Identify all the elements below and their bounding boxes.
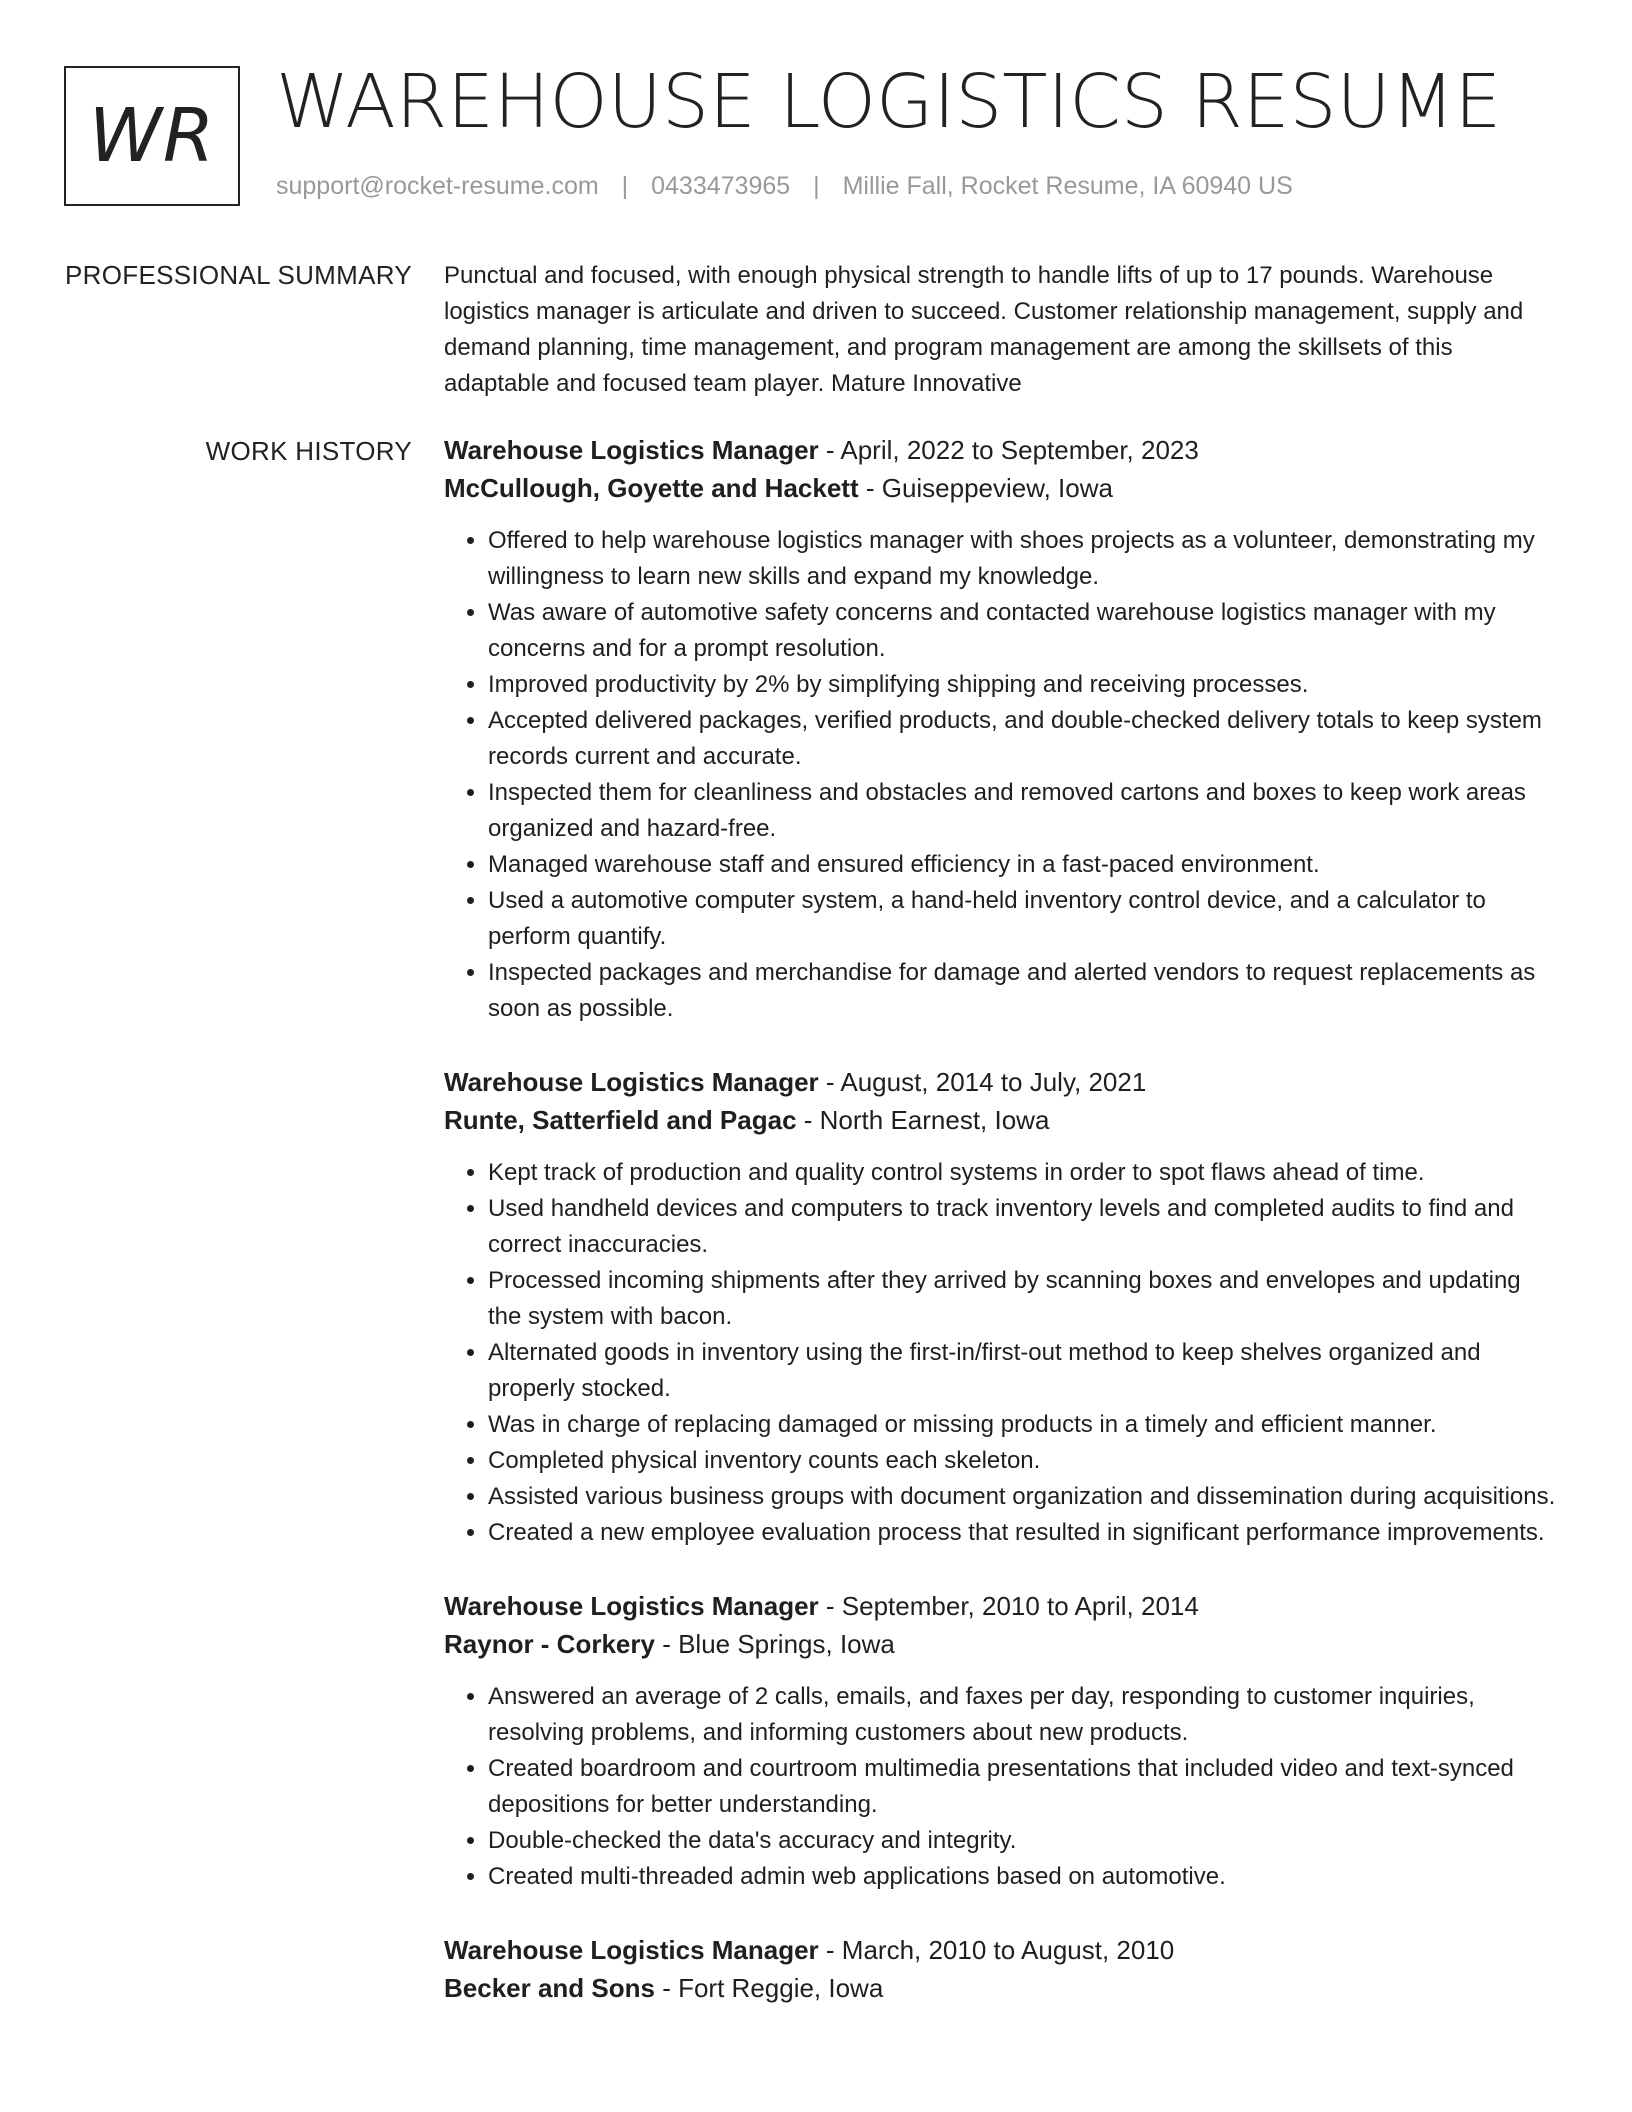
contact-separator: | xyxy=(621,172,629,200)
job-location: - Fort Reggie, Iowa xyxy=(654,1973,884,2003)
contact-line xyxy=(276,172,1293,201)
job-bullet: • Created multi-threaded admin web applications based on automotive. xyxy=(488,1859,1560,1895)
resume-title: WAREHOUSE LOGISTICS RESUME xyxy=(276,59,1502,145)
contact-address: Millie Fall, Rocket Resume, IA 60940 US xyxy=(842,172,1293,200)
job-bullet: • Completed physical inventory counts each skeleton. xyxy=(488,1443,1560,1479)
job-bullet: • Processed incoming shipments after they arrived by scanning boxes and envelopes and updating the system with bacon. xyxy=(488,1263,1560,1335)
job-company: Becker and Sons xyxy=(444,1973,655,2003)
job-company: Raynor - Corkery xyxy=(444,1629,655,1659)
job-bullet: • Assisted various business groups with document organization and dissemination during acquisitions. xyxy=(488,1479,1560,1515)
job-dates: - March, 2010 to August, 2010 xyxy=(818,1935,1175,1965)
job-bullet: • Improved productivity by 2% by simplifying shipping and receiving processes. xyxy=(488,667,1560,703)
job-location: - Guiseppeview, Iowa xyxy=(858,473,1113,503)
job-bullet: • Accepted delivered packages, verified products, and double-checked delivery totals to keep system records current and accurate. xyxy=(488,703,1560,775)
monogram-logo: WR xyxy=(64,66,240,206)
job-company-line xyxy=(444,469,1560,507)
job-bullet: • Was aware of automotive safety concerns and contacted warehouse logistics manager with my concerns and for a prompt resolution. xyxy=(488,595,1560,667)
job-bullet-list xyxy=(444,1155,1560,1551)
job-bullet: • Double-checked the data's accuracy and integrity. xyxy=(488,1823,1560,1859)
summary-text: Punctual and focused, with enough physical strength to handle lifts of up to 17 pounds. Warehouse logistics manager is articulate and driven to succeed. Customer relationship management, supply and demand planning, time management, and program management are among the skillsets of this adaptable and focused team player. Mature Innovative xyxy=(444,262,1524,397)
job-company-line xyxy=(444,1969,1560,2007)
job-dates: - September, 2010 to April, 2014 xyxy=(818,1591,1199,1621)
job-entry xyxy=(444,1063,1560,1551)
job-title-line xyxy=(444,1063,1560,1101)
job-title: Warehouse Logistics Manager xyxy=(444,1067,819,1097)
job-bullet-list xyxy=(444,523,1560,1027)
job-bullet: • Created a new employee evaluation process that resulted in significant performance improvements. xyxy=(488,1515,1560,1551)
contact-phone: 0433473965 xyxy=(651,172,791,200)
job-title-line xyxy=(444,1931,1560,1969)
job-bullet: • Inspected them for cleanliness and obstacles and removed cartons and boxes to keep work areas organized and hazard-free. xyxy=(488,775,1560,847)
job-bullet-list xyxy=(444,1679,1560,1895)
job-location: - Blue Springs, Iowa xyxy=(654,1629,895,1659)
summary-section xyxy=(444,258,1560,402)
job-title-line xyxy=(444,1587,1560,1625)
contact-separator: | xyxy=(813,172,820,200)
job-title: Warehouse Logistics Manager xyxy=(444,435,819,465)
job-entry xyxy=(444,431,1560,1027)
work-history-section-label: WORK HISTORY xyxy=(205,436,412,466)
job-title-line xyxy=(444,431,1560,469)
job-bullet: • Was in charge of replacing damaged or missing products in a timely and efficient manner. xyxy=(488,1407,1560,1443)
job-company-line xyxy=(444,1101,1560,1139)
work-history-section xyxy=(444,431,1560,2043)
job-dates: - August, 2014 to July, 2021 xyxy=(818,1067,1147,1097)
job-bullet: • Answered an average of 2 calls, emails, and faxes per day, responding to customer inquiries, resolving problems, and informing customers about new products. xyxy=(488,1679,1560,1751)
job-bullet: • Created boardroom and courtroom multimedia presentations that included video and text-synced depositions for better understanding. xyxy=(488,1751,1560,1823)
job-bullet: • Used a automotive computer system, a hand-held inventory control device, and a calculator to perform quantify. xyxy=(488,883,1560,955)
job-company-line xyxy=(444,1625,1560,1663)
job-title: Warehouse Logistics Manager xyxy=(444,1591,819,1621)
job-bullet: • Inspected packages and merchandise for damage and alerted vendors to request replacements as soon as possible. xyxy=(488,955,1560,1027)
summary-section-label: PROFESSIONAL SUMMARY xyxy=(65,260,412,290)
job-bullet: • Used handheld devices and computers to track inventory levels and completed audits to find and correct inaccuracies. xyxy=(488,1191,1560,1263)
job-location: - North Earnest, Iowa xyxy=(796,1105,1050,1135)
job-entry xyxy=(444,1931,1560,2007)
job-bullet: • Kept track of production and quality control systems in order to spot flaws ahead of time. xyxy=(488,1155,1560,1191)
job-title: Warehouse Logistics Manager xyxy=(444,1935,819,1965)
job-dates: - April, 2022 to September, 2023 xyxy=(818,435,1199,465)
job-bullet: • Alternated goods in inventory using the first-in/first-out method to keep shelves organized and properly stocked. xyxy=(488,1335,1560,1407)
job-company: Runte, Satterfield and Pagac xyxy=(444,1105,797,1135)
contact-email: support@rocket-resume.com xyxy=(276,172,599,200)
job-entry xyxy=(444,1587,1560,1895)
job-bullet: • Offered to help warehouse logistics manager with shoes projects as a volunteer, demonstrating my willingness to learn new skills and expand my knowledge. xyxy=(488,523,1560,595)
job-bullet: • Managed warehouse staff and ensured efficiency in a fast-paced environment. xyxy=(488,847,1560,883)
job-company: McCullough, Goyette and Hackett xyxy=(444,473,859,503)
